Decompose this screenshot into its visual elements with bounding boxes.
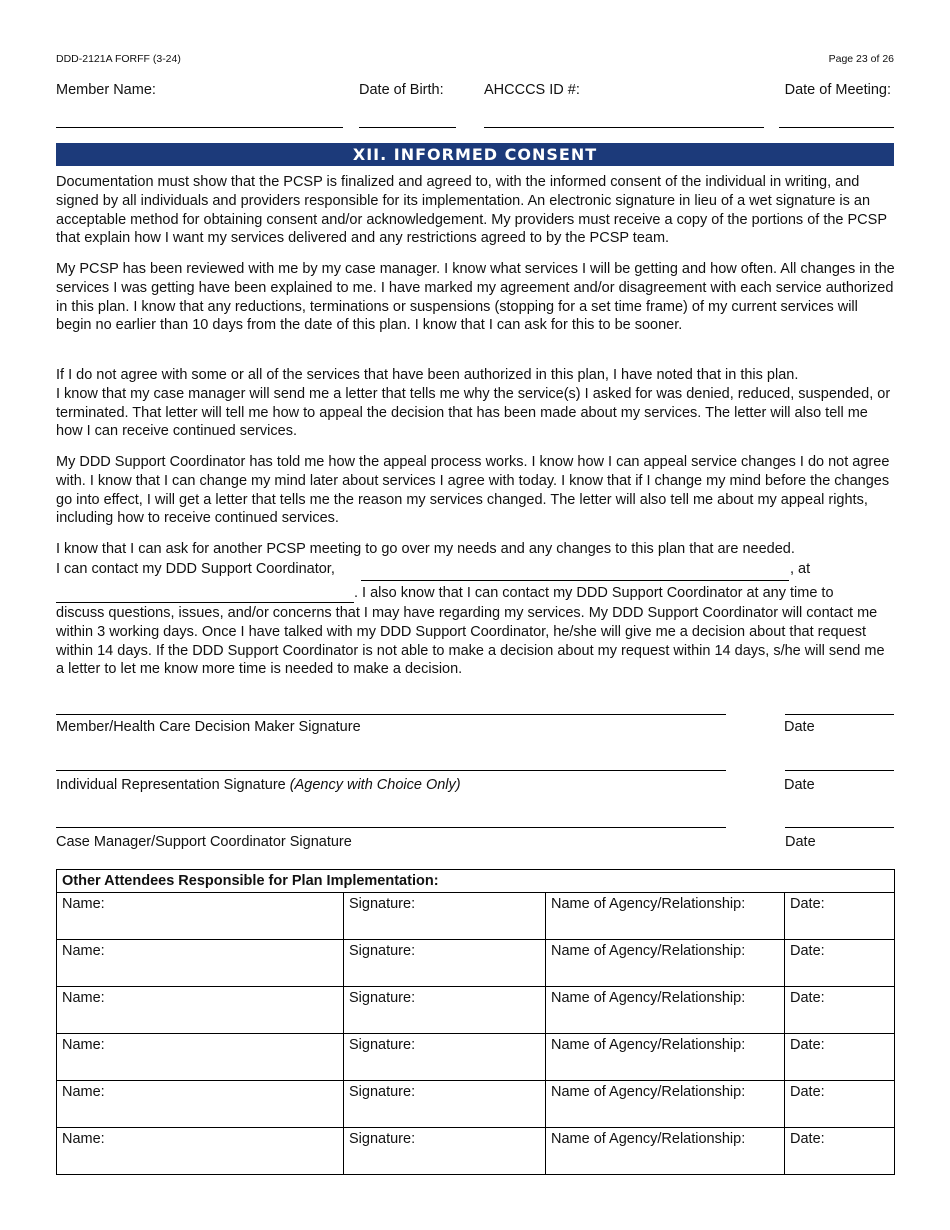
member-name-label: Member Name:: [56, 82, 156, 98]
member-signature-date-line[interactable]: [785, 714, 894, 715]
attendee-name-cell[interactable]: Name:: [57, 940, 344, 987]
attendee-date-cell[interactable]: Date:: [785, 1034, 895, 1081]
support-coordinator-text: I can contact my DDD Support Coordinator,: [56, 561, 335, 577]
consent-paragraph-3b: I know that my case manager will send me a letter that tells me why the service(s) I asked for was denied, reduced, suspended, or terminated. That letter will tell me how to appeal the decision that has been made about my services. The letter will also tell me how I can receive continued services.: [56, 385, 891, 440]
date-of-meeting-field[interactable]: [779, 127, 894, 128]
attendee-name-cell[interactable]: Name:: [57, 1034, 344, 1081]
ahcccs-id-label: AHCCCS ID #:: [484, 82, 580, 98]
attendee-agency-cell[interactable]: Name of Agency/Relationship:: [546, 940, 785, 987]
consent-paragraph-2: My PCSP has been reviewed with me by my case manager. I know what services I will be getting and how often. All changes in the services I was getting have been explained to me. I have marked my agreement and/or disagreement with each service authorized in this plan. I know that any reductions, terminations or suspensions (stopping for a set time frame) of my current services will begin no earlier than 10 days from the date of this plan. I know that I can ask for this to be sooner.: [56, 261, 895, 334]
support-coordinator-contact-field[interactable]: [56, 602, 354, 603]
consent-paragraph-1: Documentation must show that the PCSP is finalized and agreed to, with the informed consent of the individual in writing, and signed by all individuals and providers responsible for its implementation. An electronic signature in lieu of a wet signature is an acceptable method for obtaining consent and/or acknowledgement. My providers must receive a copy of the portions of the PCSP that explain how I want my services delivered and any restrictions agreed to by the PCSP team.: [56, 174, 887, 247]
table-row: [57, 987, 895, 1034]
attendee-agency-cell[interactable]: Name of Agency/Relationship:: [546, 1034, 785, 1081]
ahcccs-id-field[interactable]: [484, 127, 764, 128]
attendee-agency-cell[interactable]: Name of Agency/Relationship:: [546, 1128, 785, 1175]
attendee-name-cell[interactable]: Name:: [57, 893, 344, 940]
attendee-date-cell[interactable]: Date:: [785, 940, 895, 987]
agency-with-choice-note: (Agency with Choice Only): [289, 777, 461, 793]
support-coordinator-name-field[interactable]: [361, 580, 789, 581]
at-text: , at: [790, 561, 811, 577]
section-title: XII. INFORMED CONSENT: [56, 143, 894, 166]
table-row: [57, 1034, 895, 1081]
individual-rep-signature-label: [56, 777, 461, 793]
date-of-birth-field[interactable]: [359, 127, 456, 128]
consent-paragraph-5a: I know that I can ask for another PCSP meeting to go over my needs and any changes to this plan that are needed.: [56, 541, 795, 557]
table-row: [57, 1128, 895, 1175]
case-manager-signature-line[interactable]: [56, 827, 726, 828]
attendee-date-cell[interactable]: Date:: [785, 893, 895, 940]
table-row: [57, 893, 895, 940]
attendee-signature-cell[interactable]: Signature:: [344, 1081, 546, 1128]
member-signature-line[interactable]: [56, 714, 726, 715]
case-manager-date-line[interactable]: [785, 827, 894, 828]
individual-rep-signature-line[interactable]: [56, 770, 726, 771]
attendee-date-cell[interactable]: Date:: [785, 1081, 895, 1128]
consent-paragraph-5e: discuss questions, issues, and/or concerns that I may have regarding my services. My DDD Support Coordinator will contact me within 3 working days. Once I have talked with my DDD Support Coordinator, he/she will give me a decision about that request within 14 days. If the DDD Support Coordinator is not able to make a decision about my request within 14 days, s/he will send me a letter to let me know more time is needed to make a decision.: [56, 605, 885, 678]
attendee-agency-cell[interactable]: Name of Agency/Relationship:: [546, 987, 785, 1034]
individual-rep-date-line[interactable]: [785, 770, 894, 771]
attendee-agency-cell[interactable]: Name of Agency/Relationship:: [546, 893, 785, 940]
attendee-name-cell[interactable]: Name:: [57, 1128, 344, 1175]
individual-rep-date-label: Date: [784, 777, 815, 793]
consent-paragraph-3a: If I do not agree with some or all of the services that have been authorized in this plan, I have noted that in this plan.: [56, 367, 799, 383]
date-of-birth-label: Date of Birth:: [359, 82, 444, 98]
case-manager-date-label: Date: [785, 834, 816, 850]
attendee-signature-cell[interactable]: Signature:: [344, 987, 546, 1034]
attendees-table-title: Other Attendees Responsible for Plan Implementation:: [57, 870, 895, 893]
member-signature-label: Member/Health Care Decision Maker Signature: [56, 719, 361, 735]
member-date-label: Date: [784, 719, 815, 735]
case-manager-signature-label: Case Manager/Support Coordinator Signature: [56, 834, 352, 850]
attendee-name-cell[interactable]: Name:: [57, 1081, 344, 1128]
form-id: DDD-2121A FORFF (3-24): [56, 53, 181, 65]
consent-paragraph-5: [56, 540, 896, 559]
date-of-meeting-label: Date of Meeting:: [784, 82, 891, 98]
contact-anytime-text: . I also know that I can contact my DDD Support Coordinator at any time to: [354, 585, 834, 601]
member-name-field[interactable]: [56, 127, 343, 128]
attendee-signature-cell[interactable]: Signature:: [344, 893, 546, 940]
page-number: Page 23 of 26: [828, 53, 894, 65]
attendee-signature-cell[interactable]: Signature:: [344, 940, 546, 987]
attendees-table: [56, 869, 895, 1175]
consent-paragraph-4: My DDD Support Coordinator has told me how the appeal process works. I know how I can appeal service changes I do not agree with. I know that I can change my mind later about services I agree with today. I know that if I change my mind before the changes go into effect, I will get a letter that tells me the reason my services changed. The letter will also tell me about my appeal rights, including how to receive continued services.: [56, 454, 890, 527]
attendee-date-cell[interactable]: Date:: [785, 1128, 895, 1175]
individual-rep-label-text: Individual Representation Signature: [56, 777, 286, 793]
attendee-name-cell[interactable]: Name:: [57, 987, 344, 1034]
attendee-date-cell[interactable]: Date:: [785, 987, 895, 1034]
attendee-signature-cell[interactable]: Signature:: [344, 1034, 546, 1081]
attendee-agency-cell[interactable]: Name of Agency/Relationship:: [546, 1081, 785, 1128]
consent-paragraph-3: [56, 366, 896, 441]
table-row: [57, 1081, 895, 1128]
table-row: [57, 940, 895, 987]
attendee-signature-cell[interactable]: Signature:: [344, 1128, 546, 1175]
